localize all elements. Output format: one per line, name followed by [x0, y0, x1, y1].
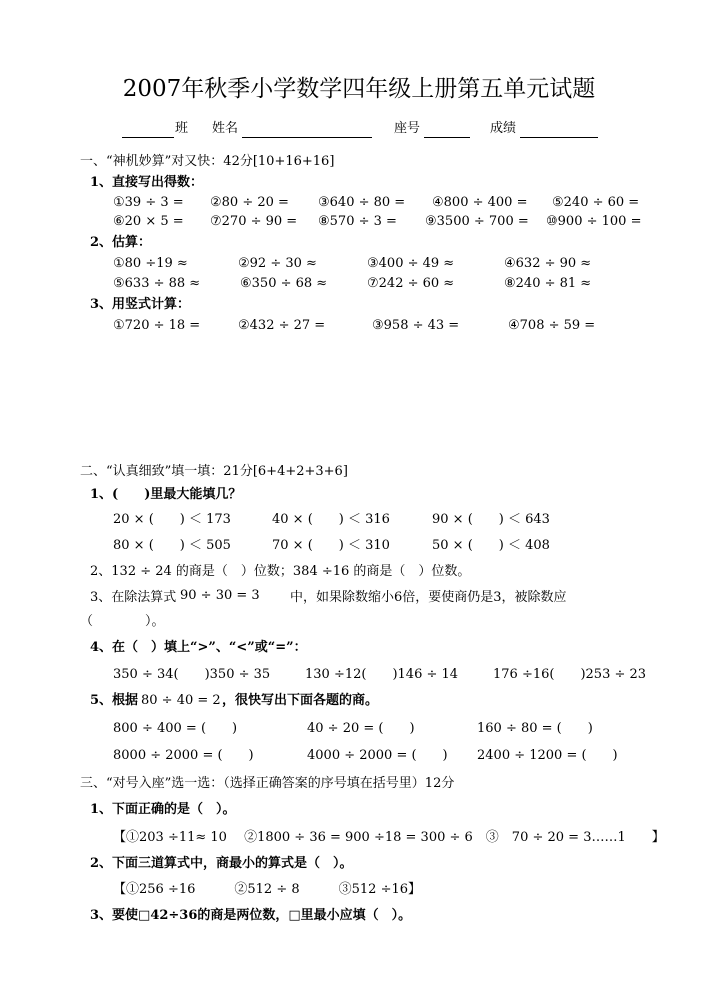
class-blank[interactable]	[122, 124, 174, 143]
problem-item: ⑦270 ÷ 90 =	[210, 214, 298, 229]
problem-item: 70 × ( ) ＜ 310	[272, 538, 390, 553]
class-label: 班	[175, 121, 189, 136]
compare-item: 176 ÷16( )253 ÷ 23	[493, 667, 647, 682]
s1-q2-label: 2、估算：	[90, 235, 152, 250]
section2-heading: 二、“认真细致”填一填：21分[6+4+2+3+6]	[80, 464, 348, 479]
problem-item: ④708 ÷ 59 =	[508, 318, 596, 333]
problem-item: ⑦242 ÷ 60 ≈	[367, 276, 455, 291]
s3-q1-options: 【①203 ÷11≈ 10 ②1800 ÷ 36 = 900 ÷18 = 300 ÷ 6 ③ 70 ÷ 20 = 3……1 】	[113, 830, 665, 845]
problem-item: ①80 ÷19 ≈	[113, 256, 188, 271]
problem-item: ⑤240 ÷ 60 =	[552, 195, 640, 210]
s2-q3-formula: 90 ÷ 30 = 3	[180, 588, 260, 603]
problem-item: ①720 ÷ 18 =	[113, 318, 201, 333]
problem-item: 20 × ( ) ＜ 173	[113, 512, 231, 527]
s2-q1-label: 1、( )里最大能填几？	[90, 487, 242, 502]
s1-q1-label: 1、直接写出得数：	[90, 175, 204, 190]
s2-q5-label-b: ，很快写出下面各题的商。	[222, 693, 379, 708]
s3-q2-options: 【①256 ÷16 ②512 ÷ 8 ③512 ÷16】	[113, 882, 422, 897]
problem-item: 160 ÷ 80 = ( )	[477, 721, 593, 736]
name-label: 姓名	[212, 121, 239, 136]
problem-item: ⑥350 ÷ 68 ≈	[240, 276, 328, 291]
name-blank[interactable]	[242, 124, 372, 143]
problem-item: ⑥20 × 5 =	[113, 214, 184, 229]
problem-item: 80 × ( ) ＜ 505	[113, 538, 231, 553]
problem-item: ⑩900 ÷ 100 =	[546, 214, 642, 229]
problem-item: ⑤633 ÷ 88 ≈	[113, 276, 201, 291]
problem-item: ⑧570 ÷ 3 =	[318, 214, 397, 229]
s2-q2: 2、132 ÷ 24 的商是（ ）位数；384 ÷16 的商是（ ）位数。	[90, 564, 471, 579]
section1-heading: 一、“神机妙算”对又快：42分[10+16+16]	[80, 154, 335, 169]
problem-item: ③958 ÷ 43 =	[372, 318, 460, 333]
problem-item: ①39 ÷ 3 =	[113, 195, 184, 210]
s3-q1-label: 1、下面正确的是（ ）。	[90, 802, 236, 817]
s2-q3-text-c: （ ）。	[80, 614, 165, 629]
problem-item: ③640 ÷ 80 =	[318, 195, 406, 210]
s2-q4-label: 4、在（ ）填上“>”、“<”或“=”：	[90, 640, 307, 655]
problem-item: 2400 ÷ 1200 = ( )	[477, 748, 618, 763]
problem-item: ④632 ÷ 90 ≈	[504, 256, 592, 271]
problem-item: 40 × ( ) ＜ 316	[272, 512, 390, 527]
score-label: 成绩	[490, 121, 517, 136]
s3-q3-label: 3、要使□42÷36的商是两位数，□里最小应填（ ）。	[90, 908, 412, 923]
problem-item: 4000 ÷ 2000 = ( )	[307, 748, 448, 763]
page-title: 2007年秋季小学数学四年级上册第五单元试题	[122, 76, 596, 102]
problem-item: ④800 ÷ 400 =	[432, 195, 528, 210]
s1-q3-label: 3、用竖式计算：	[90, 297, 191, 312]
problem-item: ⑧240 ÷ 81 ≈	[504, 276, 592, 291]
problem-item: ②80 ÷ 20 =	[210, 195, 289, 210]
problem-item: 800 ÷ 400 = ( )	[113, 721, 238, 736]
score-blank[interactable]	[520, 124, 598, 143]
problem-item: 8000 ÷ 2000 = ( )	[113, 748, 254, 763]
s2-q3-text-b: 中，如果除数缩小6倍，要使商仍是3，被除数应	[290, 590, 567, 605]
problem-item: 50 × ( ) ＜ 408	[432, 538, 550, 553]
problem-item: 40 ÷ 20 = ( )	[307, 721, 415, 736]
s3-q2-label: 2、下面三道算式中，商最小的算式是（ ）。	[90, 856, 353, 871]
problem-item: ②92 ÷ 30 ≈	[238, 256, 317, 271]
compare-item: 350 ÷ 34( )350 ÷ 35	[113, 667, 271, 682]
s2-q5-label-a: 5、根据	[90, 693, 139, 708]
problem-item: ⑨3500 ÷ 700 =	[425, 214, 529, 229]
seat-blank[interactable]	[424, 124, 470, 143]
problem-item: ②432 ÷ 27 =	[238, 318, 326, 333]
problem-item: 90 × ( ) ＜ 643	[432, 512, 550, 527]
section3-heading: 三、“对号入座”选一选：（选择正确答案的序号填在括号里）12分	[80, 776, 455, 791]
compare-item: 130 ÷12( )146 ÷ 14	[305, 667, 459, 682]
seat-label: 座号	[394, 121, 421, 136]
s2-q5-formula: 80 ÷ 40 = 2	[141, 693, 221, 708]
problem-item: ③400 ÷ 49 ≈	[367, 256, 455, 271]
s2-q3-text-a: 3、在除法算式	[90, 590, 177, 605]
